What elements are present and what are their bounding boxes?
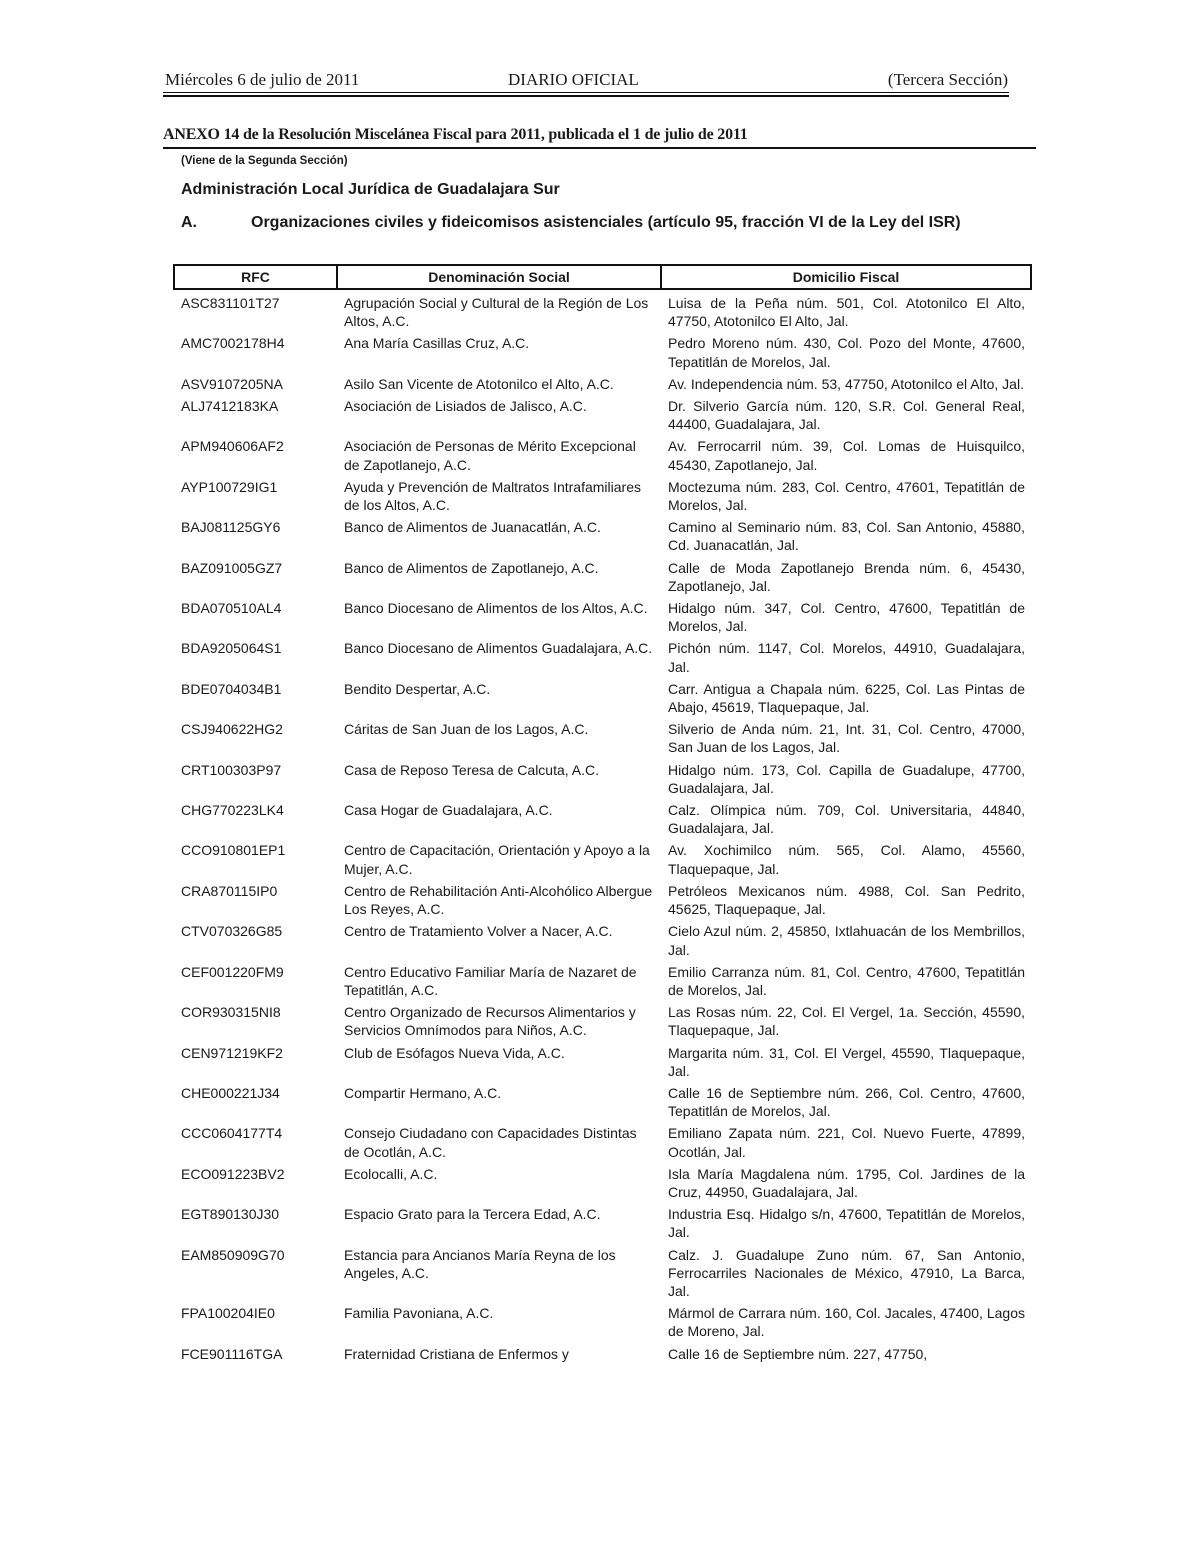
table-body	[174, 289, 1031, 1367]
column-header-denominacion: Denominación Social	[337, 265, 661, 289]
rfc-cell: CHE000221J34	[181, 1084, 280, 1101]
address-cell: Emiliano Zapata núm. 221, Col. Nuevo Fuerte, 47899, Ocotlán, Jal.	[668, 1125, 1025, 1160]
administration-heading: Administración Local Jurídica de Guadalajara Sur	[181, 181, 560, 198]
address-cell: Dr. Silverio García núm. 120, S.R. Col. General Real, 44400, Guadalajara, Jal.	[668, 398, 1025, 433]
name-cell: Consejo Ciudadano con Capacidades Distintas de Ocotlán, A.C.	[344, 1125, 637, 1160]
column-header-rfc: RFC	[174, 265, 337, 289]
address-cell: Calle de Moda Zapotlanejo Brenda núm. 6, 45430, Zapotlanejo, Jal.	[668, 559, 1025, 594]
name-cell: Asociación de Personas de Mérito Excepcional de Zapotlanejo, A.C.	[344, 438, 636, 473]
header-date: Miércoles 6 de julio de 2011	[165, 70, 360, 89]
address-cell: Luisa de la Peña núm. 501, Col. Atotonilco El Alto, 47750, Atotonilco El Alto, Jal.	[668, 295, 1025, 330]
name-cell: Banco Diocesano de Alimentos de los Altos, A.C.	[344, 600, 648, 617]
address-cell: Las Rosas núm. 22, Col. El Vergel, 1a. Sección, 45590, Tlaquepaque, Jal.	[668, 1004, 1025, 1039]
name-cell: Centro de Tratamiento Volver a Nacer, A.C.	[344, 923, 613, 940]
rfc-cell: CCC0604177T4	[181, 1125, 283, 1142]
table-row	[174, 1044, 1031, 1084]
table-row	[174, 1304, 1031, 1344]
rfc-cell: APM940606AF2	[181, 438, 284, 455]
table-row	[174, 1246, 1031, 1305]
anexo-title: ANEXO 14 de la Resolución Miscelánea Fiscal para 2011, publicada el 1 de julio de 2011	[163, 126, 748, 143]
header-section: (Tercera Sección)	[887, 70, 1008, 89]
table-row	[174, 882, 1031, 922]
table-row	[174, 1003, 1031, 1043]
address-cell: Carr. Antigua a Chapala núm. 6225, Col. Las Pintas de Abajo, 45619, Tlaquepaque, Jal.	[668, 680, 1025, 716]
continued-note: (Viene de la Segunda Sección)	[181, 155, 348, 167]
table-header-row	[174, 265, 1031, 289]
table-row	[174, 437, 1031, 477]
rfc-cell: CSJ940622HG2	[181, 721, 283, 738]
table-row	[174, 518, 1031, 558]
name-cell: Centro Organizado de Recursos Alimentarios y Servicios Omnímodos para Niños, A.C.	[344, 1004, 636, 1039]
table-row	[174, 397, 1031, 437]
name-cell: Agrupación Social y Cultural de la Región de Los Altos, A.C.	[344, 295, 649, 330]
address-cell: Hidalgo núm. 347, Col. Centro, 47600, Tepatitlán de Morelos, Jal.	[668, 600, 1025, 635]
rfc-cell: EGT890130J30	[181, 1206, 280, 1223]
rfc-cell: FPA100204IE0	[181, 1305, 275, 1322]
name-cell: Asociación de Lisiados de Jalisco, A.C.	[344, 398, 587, 415]
rfc-cell: CRA870115IP0	[181, 882, 278, 899]
address-cell: Pedro Moreno núm. 430, Col. Pozo del Monte, 47600, Tepatitlán de Morelos, Jal.	[668, 335, 1025, 370]
address-cell: Isla María Magdalena núm. 1795, Col. Jardines de la Cruz, 44950, Guadalajara, Jal.	[668, 1165, 1025, 1200]
address-cell: Mármol de Carrara núm. 160, Col. Jacales, 47400, Lagos de Moreno, Jal.	[668, 1305, 1025, 1340]
name-cell: Ana María Casillas Cruz, A.C.	[344, 335, 530, 352]
page-header	[163, 68, 1008, 94]
table-row	[174, 963, 1031, 1003]
name-cell: Asilo San Vicente de Atotonilco el Alto, A.C.	[344, 375, 614, 392]
address-cell: Camino al Seminario núm. 83, Col. San Antonio, 45880, Cd. Juanacatlán, Jal.	[668, 519, 1025, 554]
table-row	[174, 334, 1031, 374]
name-cell: Compartir Hermano, A.C.	[344, 1084, 502, 1101]
header-rule-thin	[163, 92, 1009, 93]
table-row	[174, 559, 1031, 599]
name-cell: Espacio Grato para la Tercera Edad, A.C.	[344, 1206, 601, 1223]
table-row	[174, 801, 1031, 841]
section-letter: A.	[181, 214, 197, 231]
address-cell: Av. Ferrocarril núm. 39, Col. Lomas de Huisquilco, 45430, Zapotlanejo, Jal.	[668, 438, 1025, 473]
name-cell: Estancia para Ancianos María Reyna de los Angeles, A.C.	[344, 1246, 616, 1281]
address-cell: Calz. Olímpica núm. 709, Col. Universitaria, 44840, Guadalajara, Jal.	[668, 802, 1025, 837]
name-cell: Banco Diocesano de Alimentos Guadalajara, A.C.	[344, 640, 653, 657]
table-row	[174, 375, 1031, 397]
rfc-cell: FCE901116TGA	[181, 1345, 283, 1362]
name-cell: Ecolocalli, A.C.	[344, 1165, 438, 1182]
header-rule-thick	[163, 95, 1009, 97]
name-cell: Casa Hogar de Guadalajara, A.C.	[344, 802, 553, 819]
address-cell: Hidalgo núm. 173, Col. Capilla de Guadalupe, 47700, Guadalajara, Jal.	[668, 761, 1025, 796]
table-row	[174, 1345, 1031, 1367]
rfc-cell: CHG770223LK4	[181, 802, 284, 819]
organizations-table	[173, 264, 1032, 1367]
address-cell: Industria Esq. Hidalgo s/n, 47600, Tepatitlán de Morelos, Jal.	[668, 1206, 1025, 1241]
table-row	[174, 1165, 1031, 1205]
name-cell: Familia Pavoniana, A.C.	[344, 1305, 494, 1322]
name-cell: Banco de Alimentos de Zapotlanejo, A.C.	[344, 559, 599, 576]
rfc-cell: BDA070510AL4	[181, 600, 282, 617]
rfc-cell: CRT100303P97	[181, 761, 282, 778]
address-cell: Calle 16 de Septiembre núm. 227, 47750,	[668, 1345, 928, 1362]
table-row	[174, 922, 1031, 962]
table-row	[174, 289, 1031, 334]
name-cell: Casa de Reposo Teresa de Calcuta, A.C.	[344, 761, 600, 778]
table-row	[174, 761, 1031, 801]
name-cell: Centro de Rehabilitación Anti-Alcohólico Albergue Los Reyes, A.C.	[344, 882, 653, 918]
address-cell: Petróleos Mexicanos núm. 4988, Col. San Pedrito, 45625, Tlaquepaque, Jal.	[668, 882, 1025, 918]
address-cell: Calle 16 de Septiembre núm. 266, Col. Centro, 47600, Tepatitlán de Morelos, Jal.	[668, 1084, 1025, 1120]
rfc-cell: COR930315NI8	[181, 1004, 281, 1021]
name-cell: Ayuda y Prevención de Maltratos Intrafamiliares de los Altos, A.C.	[344, 478, 641, 514]
address-cell: Moctezuma núm. 283, Col. Centro, 47601, Tepatitlán de Morelos, Jal.	[668, 478, 1025, 514]
rfc-cell: ASC831101T27	[181, 295, 280, 311]
rfc-cell: BDA9205064S1	[181, 640, 282, 657]
rfc-cell: ECO091223BV2	[181, 1165, 285, 1182]
table-row	[174, 1084, 1031, 1124]
address-cell: Calz. J. Guadalupe Zuno núm. 67, San Antonio, Ferrocarriles Nacionales de México, 47910, La Barca, Jal.	[668, 1246, 1025, 1299]
address-cell: Emilio Carranza núm. 81, Col. Centro, 47600, Tepatitlán de Morelos, Jal.	[668, 963, 1025, 998]
address-cell: Av. Xochimilco núm. 565, Col. Alamo, 45560, Tlaquepaque, Jal.	[668, 842, 1025, 877]
name-cell: Centro de Capacitación, Orientación y Apoyo a la Mujer, A.C.	[344, 842, 650, 877]
table-row	[174, 680, 1031, 720]
name-cell: Fraternidad Cristiana de Enfermos y	[344, 1345, 569, 1362]
table-row	[174, 478, 1031, 518]
rfc-cell: CEN971219KF2	[181, 1044, 283, 1061]
rfc-cell: ALJ7412183KA	[181, 398, 279, 415]
name-cell: Centro Educativo Familiar María de Nazaret de Tepatitlán, A.C.	[344, 963, 637, 998]
rfc-cell: BAZ091005GZ7	[181, 559, 283, 576]
address-cell: Margarita núm. 31, Col. El Vergel, 45590, Tlaquepaque, Jal.	[668, 1044, 1025, 1079]
name-cell: Cáritas de San Juan de los Lagos, A.C.	[344, 721, 589, 738]
address-cell: Silverio de Anda núm. 21, Int. 31, Col. Centro, 47000, San Juan de los Lagos, Jal.	[668, 721, 1025, 756]
address-cell: Pichón núm. 1147, Col. Morelos, 44910, Guadalajara, Jal.	[668, 640, 1025, 675]
rfc-cell: CCO910801EP1	[181, 842, 286, 859]
table-row	[174, 720, 1031, 760]
rfc-cell: CEF001220FM9	[181, 963, 284, 980]
header-publication: DIARIO OFICIAL	[508, 70, 639, 89]
rfc-cell: CTV070326G85	[181, 923, 283, 940]
address-cell: Av. Independencia núm. 53, 47750, Atotonilco el Alto, Jal.	[668, 375, 1024, 392]
table-row	[174, 841, 1031, 881]
name-cell: Bendito Despertar, A.C.	[344, 680, 491, 697]
rfc-cell: EAM850909G70	[181, 1246, 285, 1263]
name-cell: Club de Esófagos Nueva Vida, A.C.	[344, 1044, 565, 1061]
rfc-cell: AYP100729IG1	[181, 478, 278, 495]
column-header-domicilio: Domicilio Fiscal	[661, 265, 1031, 289]
rfc-cell: BDE0704034B1	[181, 680, 282, 697]
table-row	[174, 639, 1031, 679]
table-row	[174, 599, 1031, 639]
table-row	[174, 1124, 1031, 1164]
table-row	[174, 1205, 1031, 1245]
section-title: Organizaciones civiles y fideicomisos asistenciales (artículo 95, fracción VI de la Ley del ISR)	[251, 214, 961, 231]
rfc-cell: BAJ081125GY6	[181, 519, 281, 536]
address-cell: Cielo Azul núm. 2, 45850, Ixtlahuacán de los Membrillos, Jal.	[668, 923, 1025, 958]
rfc-cell: AMC7002178H4	[181, 335, 285, 352]
rfc-cell: ASV9107205NA	[181, 375, 283, 392]
name-cell: Banco de Alimentos de Juanacatlán, A.C.	[344, 519, 601, 536]
anexo-rule	[163, 147, 1036, 149]
